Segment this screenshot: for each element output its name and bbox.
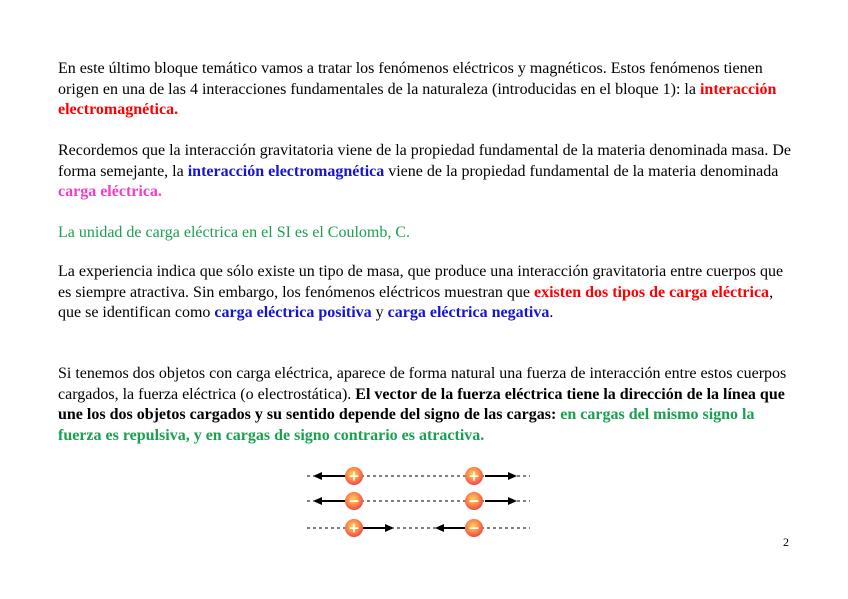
paragraph-recall [58,141,798,203]
recall-text-b: viene de la propiedad fundamental de la materia denominada [384,162,779,180]
intro-text: En este último bloque temático vamos a tratar los fenómenos eléctricos y magnéticos. Estos fenómenos tienen origen en una de las 4 interacciones fundamentales de la naturaleza (introducidas en el bloque 1): la [58,60,763,98]
force-bold: El vector de la fuerza eléctrica tiene la dirección de la línea que une los dos objetos cargados y su sentido depende del signo de las cargas: [58,385,785,423]
force-text-a: Si tenemos dos objetos con carga eléctrica, aparece de forma natural una fuerza de interacción entre estos cuerpos cargados, la fuerza eléctrica (o electrostática). [58,365,787,403]
diagram-row-3 [307,519,530,537]
diagram-row-1 [307,467,530,485]
charge-force-diagram [305,462,535,544]
types-text-a: La experiencia indica que sólo existe un tipo de masa, que produce una interacción gravitatoria entre cuerpos que es siempre atractiva. Sin embargo, los fenómenos eléctricos muestran que [58,263,784,301]
recall-highlight-em: interacción electromagnética [187,162,385,180]
row2-right-sign: − [468,493,480,510]
page-number: 2 [783,535,789,549]
intro-highlight: interacción electromagnética. [58,80,777,118]
row2-left-arrowhead [313,497,322,505]
types-text-b: , que se identifican como [58,283,774,321]
paragraph-force [58,364,798,446]
row1-left-sign: + [348,468,360,485]
row1-left-arrowhead [313,472,322,480]
row3-left-sign: + [348,520,360,537]
row3-left-arrowhead [385,524,394,532]
row3-right-sign: − [468,520,480,537]
row3-right-arrowhead [435,524,444,532]
recall-text-a: Recordemos que la interacción gravitatoria viene de la propiedad fundamental de la materia denominada masa. De forma semejante, la [58,142,792,180]
row2-left-sign: − [348,493,360,510]
types-text-c: y [371,304,388,321]
force-green: en cargas del mismo signo la fuerza es repulsiva, y en cargas de signo contrario es atractiva. [58,406,755,444]
row2-right-arrowhead [508,497,517,505]
types-highlight-two: existen dos tipos de carga eléctrica [534,283,770,301]
paragraph-charge-types [58,262,798,324]
types-highlight-negative: carga eléctrica negativa [387,304,550,321]
row1-right-arrowhead [508,472,517,480]
unit-text: La unidad de carga eléctrica en el SI es el Coulomb, C. [58,224,411,241]
diagram-row-2 [307,492,530,510]
recall-highlight-charge: carga eléctrica. [58,183,162,200]
row1-right-sign: + [468,468,480,485]
types-highlight-positive: carga eléctrica positiva [214,304,372,321]
paragraph-unit [58,223,798,244]
paragraph-intro [58,59,798,121]
types-text-d: . [549,304,554,321]
